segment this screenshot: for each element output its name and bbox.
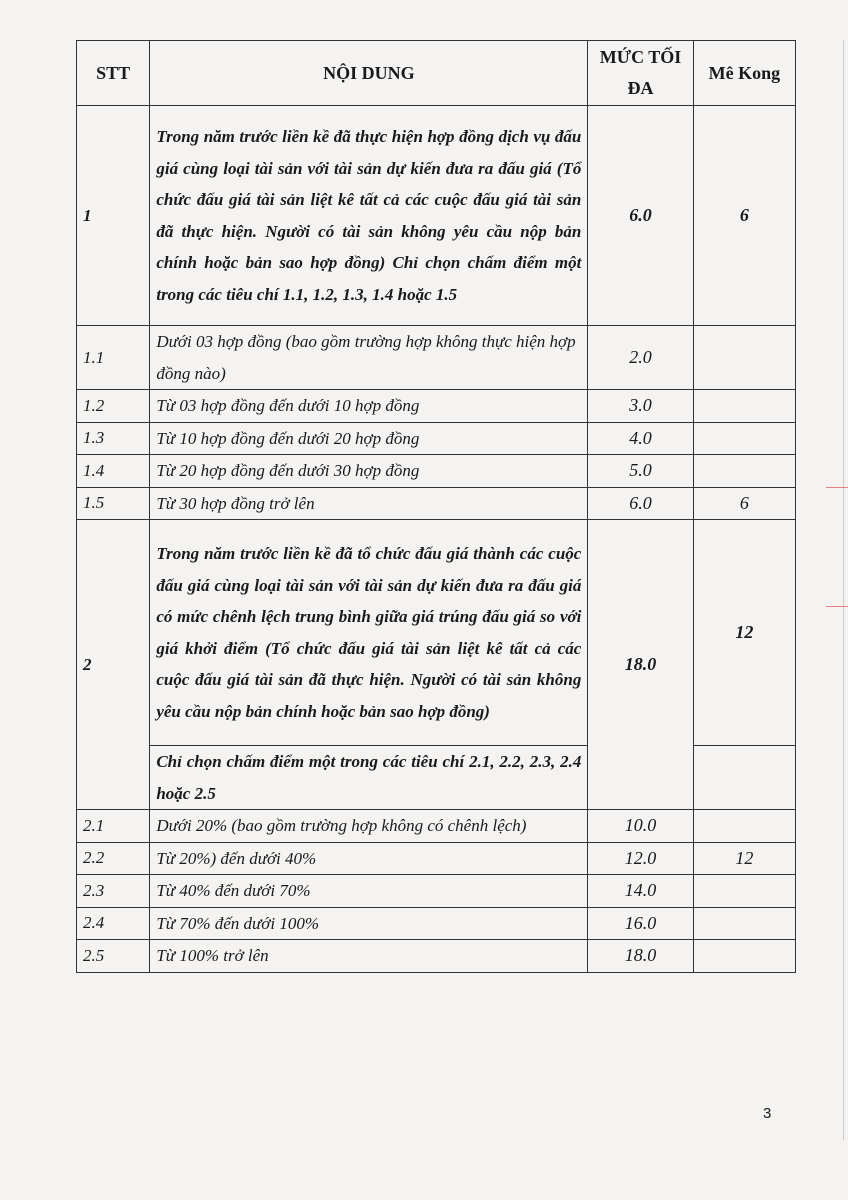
row-stt: 2.1 (77, 810, 150, 843)
row-stt: 2.2 (77, 842, 150, 875)
row-mekong (693, 422, 795, 455)
row-stt: 1.3 (77, 422, 150, 455)
row-content-note: Chỉ chọn chấm điểm một trong các tiêu chí 2.1, 2.2, 2.3, 2.4 hoặc 2.5 (150, 746, 588, 810)
row-mekong-empty (693, 746, 795, 810)
row-stt: 1.5 (77, 487, 150, 520)
row-content: Dưới 03 hợp đồng (bao gồm trường hợp không thực hiện hợp đồng nào) (150, 326, 588, 390)
row-mekong (693, 326, 795, 390)
table-row (77, 842, 796, 875)
row-mekong (693, 907, 795, 940)
page-number: 3 (763, 1105, 772, 1122)
row-mekong: 12 (693, 842, 795, 875)
header-content: NỘI DUNG (150, 41, 588, 106)
row-max: 10.0 (588, 810, 693, 843)
row-stt: 2.4 (77, 907, 150, 940)
row-max: 18.0 (588, 520, 693, 810)
table-row (77, 422, 796, 455)
table-row (77, 106, 796, 326)
row-content: Từ 30 hợp đồng trở lên (150, 487, 588, 520)
stamp-fragment-top (826, 487, 848, 506)
row-max: 3.0 (588, 390, 693, 423)
row-max: 12.0 (588, 842, 693, 875)
row-max: 2.0 (588, 326, 693, 390)
row-mekong (693, 810, 795, 843)
table-row (77, 875, 796, 908)
row-content: Từ 03 hợp đồng đến dưới 10 hợp đồng (150, 390, 588, 423)
row-content: Từ 70% đến dưới 100% (150, 907, 588, 940)
row-stt: 2.5 (77, 940, 150, 973)
row-stt: 2.3 (77, 875, 150, 908)
row-max: 6.0 (588, 487, 693, 520)
header-row (77, 41, 796, 106)
row-max: 5.0 (588, 455, 693, 488)
row-content: Từ 40% đến dưới 70% (150, 875, 588, 908)
scan-edge-line (843, 40, 844, 1140)
header-max: MỨC TỐI ĐA (588, 41, 693, 106)
row-mekong (693, 390, 795, 423)
row-content: Từ 10 hợp đồng đến dưới 20 hợp đồng (150, 422, 588, 455)
table-row (77, 487, 796, 520)
row-mekong: 6 (693, 487, 795, 520)
scoring-table (76, 40, 796, 973)
row-max: 18.0 (588, 940, 693, 973)
table-row (77, 907, 796, 940)
row-content: Dưới 20% (bao gồm trường hợp không có chênh lệch) (150, 810, 588, 843)
table-row (77, 455, 796, 488)
row-content: Từ 100% trở lên (150, 940, 588, 973)
row-max: 6.0 (588, 106, 693, 326)
row-mekong: 12 (693, 520, 795, 746)
row-stt: 2 (77, 520, 150, 810)
table-row (77, 390, 796, 423)
row-mekong (693, 455, 795, 488)
table-row (77, 940, 796, 973)
header-mekong: Mê Kong (693, 41, 795, 106)
stamp-fragment-bottom (826, 606, 848, 625)
row-content: Trong năm trước liền kề đã tổ chức đấu giá thành các cuộc đấu giá cùng loại tài sản với tài sản dự kiến đưa ra đấu giá có mức chênh lệch trung bình giữa giá trúng đấu giá so với giá khởi điểm (Tổ chức đấu giá tài sản liệt kê tất cả các cuộc đấu giá tài sản đã thực hiện. Người có tài sản không yêu cầu nộp bản chính hoặc bản sao hợp đồng) (150, 520, 588, 746)
row-content: Từ 20 hợp đồng đến dưới 30 hợp đồng (150, 455, 588, 488)
row-content: Trong năm trước liền kề đã thực hiện hợp đồng dịch vụ đấu giá cùng loại tài sản với tài sản dự kiến đưa ra đấu giá (Tổ chức đấu giá tài sản liệt kê tất cả các cuộc đấu giá tài sản đã thực hiện. Người có tài sản không yêu cầu nộp bản chính hoặc bản sao hợp đồng) Chỉ chọn chấm điểm một trong các tiêu chí 1.1, 1.2, 1.3, 1.4 hoặc 1.5 (150, 106, 588, 326)
row-content: Từ 20%) đến dưới 40% (150, 842, 588, 875)
row-max: 16.0 (588, 907, 693, 940)
table-row (77, 326, 796, 390)
row-mekong (693, 940, 795, 973)
header-stt: STT (77, 41, 150, 106)
row-stt: 1.2 (77, 390, 150, 423)
table-row (77, 520, 796, 746)
row-mekong (693, 875, 795, 908)
table-row (77, 810, 796, 843)
row-max: 4.0 (588, 422, 693, 455)
row-stt: 1.1 (77, 326, 150, 390)
row-mekong: 6 (693, 106, 795, 326)
row-stt: 1.4 (77, 455, 150, 488)
row-max: 14.0 (588, 875, 693, 908)
row-stt: 1 (77, 106, 150, 326)
